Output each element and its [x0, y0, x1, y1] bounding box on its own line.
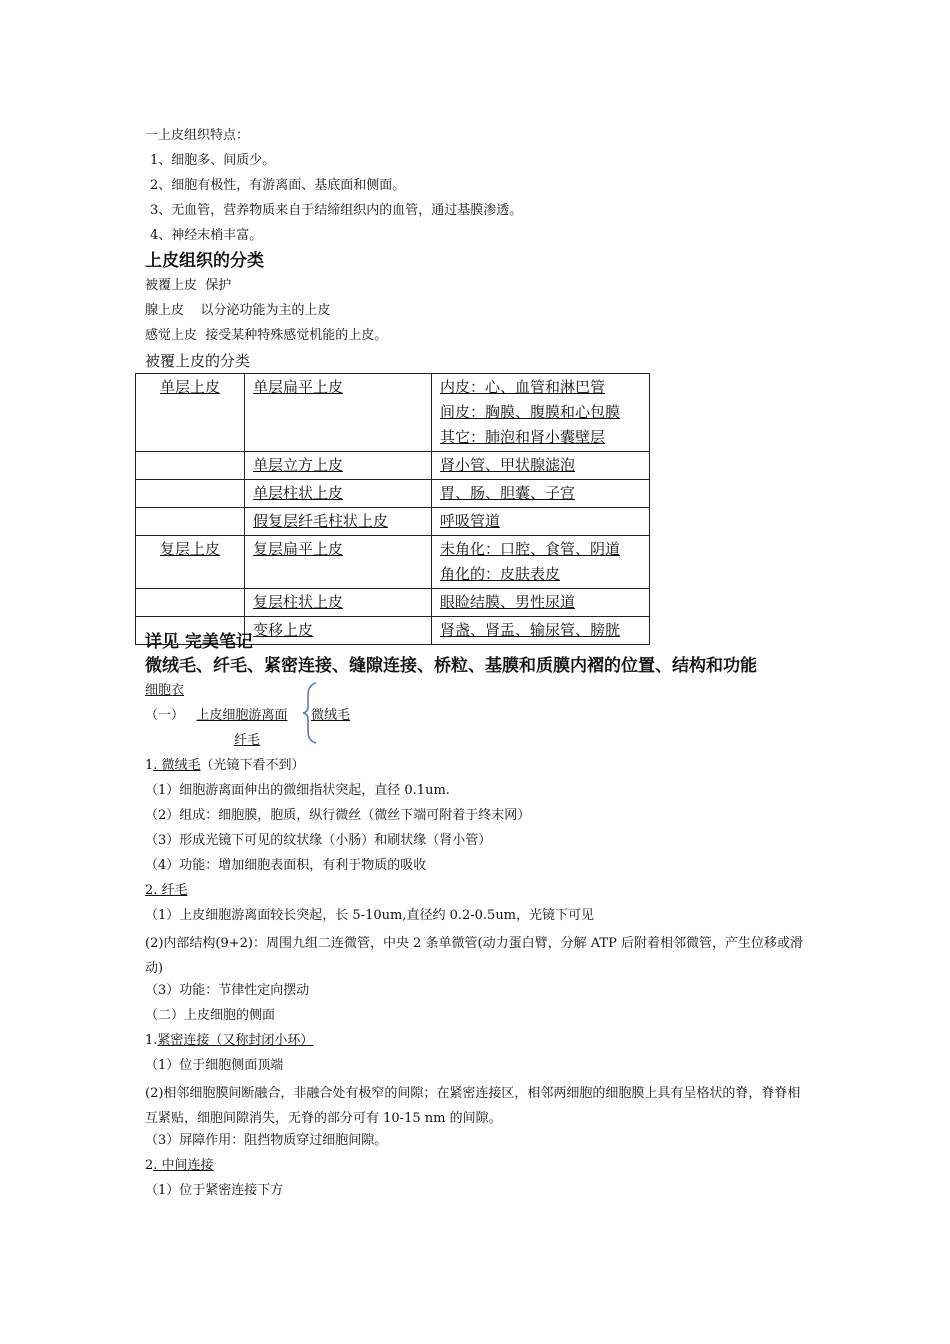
- table-title: 被覆上皮的分类: [145, 352, 251, 370]
- cilia-item-3: （3）功能：节律性定向摆动: [145, 983, 310, 998]
- table-row: [136, 536, 650, 589]
- table-row: [136, 508, 650, 536]
- intermediate-junction-title: 2. 中间连接: [145, 1158, 214, 1173]
- epithelium-type-cell: 复层柱状上皮: [245, 589, 432, 617]
- structures-heading: 微绒毛、纤毛、紧密连接、缝隙连接、桥粒、基膜和质膜内褶的位置、结构和功能: [145, 656, 757, 676]
- classification-heading: 上皮组织的分类: [145, 251, 264, 271]
- microvilli-item-3: （3）形成光镜下可见的纹状缘（小肠）和刷状缘（肾小管）: [145, 833, 492, 848]
- classification-line-3: 感觉上皮 接受某种特殊感觉机能的上皮。: [145, 328, 388, 343]
- epithelium-location-cell: 肾盏、肾盂、输尿管、膀胱: [432, 617, 650, 645]
- classification-table: [135, 373, 650, 645]
- microvilli-title: 1. 微绒毛（光镜下看不到）: [145, 758, 305, 773]
- feature-item-1: 1、细胞多、间质少。: [150, 153, 276, 168]
- features-title: 一上皮组织特点：: [145, 128, 250, 143]
- epithelium-group-cell: [136, 508, 245, 536]
- epithelium-location-cell: 内皮：心、血管和淋巴管 间皮：胸膜、腹膜和心包膜 其它：肺泡和肾小囊壁层: [432, 374, 650, 452]
- lateral-section-title: （二）上皮细胞的侧面: [145, 1008, 276, 1023]
- cilia-title: 2. 纤毛: [145, 883, 188, 898]
- brace-item-cilia: 纤毛: [234, 733, 261, 748]
- feature-item-2: 2、细胞有极性，有游离面、基底面和侧面。: [150, 178, 406, 193]
- classification-line-1: 被覆上皮 保护: [145, 278, 232, 293]
- tight-junction-title: 1.紧密连接（又称封闭小环）: [145, 1033, 314, 1048]
- epithelium-group-cell: [136, 589, 245, 617]
- epithelium-location-cell: 肾小管、甲状腺滤泡: [432, 452, 650, 480]
- cilia-item-2: (2)内部结构(9+2)：周围九组二连微管，中央 2 条单微管(动力蛋白臂，分解 ATP 后附着相邻微管，产生位移或滑动): [145, 936, 803, 976]
- see-also: 详见 完美笔记: [145, 632, 253, 652]
- section1-title: 上皮细胞游离面: [196, 708, 288, 723]
- microvilli-item-1: （1）细胞游离面伸出的微细指状突起，直径 0.1um.: [145, 783, 450, 798]
- feature-item-3: 3、无血管，营养物质来自于结缔组织内的血管，通过基膜渗透。: [150, 203, 523, 218]
- tight-item-2: (2)相邻细胞膜间断融合，非融合处有极窄的间隙；在紧密连接区，相邻两细胞的细胞膜上具有呈格状的脊，脊脊相互紧贴，细胞间隙消失，无脊的部分可有 10-15 nm 的间隙。: [145, 1086, 801, 1126]
- tight-item-1: （1）位于细胞侧面顶端: [145, 1058, 284, 1073]
- cilia-item-1: （1）上皮细胞游离面较长突起，长 5-10um,直径约 0.2-0.5um，光镜下可见: [145, 908, 595, 923]
- table-row: [136, 374, 650, 452]
- epithelium-type-cell: 单层柱状上皮: [245, 480, 432, 508]
- epithelium-location-cell: 眼睑结膜、男性尿道: [432, 589, 650, 617]
- intermediate-item-1: （1）位于紧密连接下方: [145, 1183, 284, 1198]
- epithelium-type-cell: 变移上皮: [245, 617, 432, 645]
- brace-item-microvilli: 微绒毛: [311, 708, 351, 723]
- cell-coat-label: 细胞衣: [145, 683, 185, 698]
- table-row: [136, 589, 650, 617]
- microvilli-item-2: （2）组成：细胞膜，胞质，纵行微丝（微丝下端可附着于终末网）: [145, 808, 531, 823]
- table-row: [136, 480, 650, 508]
- microvilli-item-4: （4）功能：增加细胞表面积，有利于物质的吸收: [145, 858, 427, 873]
- epithelium-location-cell: 呼吸管道: [432, 508, 650, 536]
- epithelium-group-cell: [136, 480, 245, 508]
- table-row: [136, 452, 650, 480]
- epithelium-location-cell: 胃、肠、胆囊、子宫: [432, 480, 650, 508]
- tight-item-3: （3）屏障作用：阻挡物质穿过细胞间隙。: [145, 1133, 388, 1148]
- epithelium-location-cell: 未角化：口腔、食管、阴道 角化的：皮肤表皮: [432, 536, 650, 589]
- epithelium-type-cell: 单层扁平上皮: [245, 374, 432, 452]
- epithelium-type-cell: 假复层纤毛柱状上皮: [245, 508, 432, 536]
- epithelium-group-cell: 单层上皮: [136, 374, 245, 452]
- epithelium-type-cell: 单层立方上皮: [245, 452, 432, 480]
- classification-line-2: 腺上皮 以分泌功能为主的上皮: [145, 303, 331, 318]
- section1-line: （一） 上皮细胞游离面: [145, 708, 288, 723]
- epithelium-type-cell: 复层扁平上皮: [245, 536, 432, 589]
- feature-item-4: 4、神经末梢丰富。: [150, 228, 263, 243]
- epithelium-group-cell: [136, 452, 245, 480]
- epithelium-group-cell: 复层上皮: [136, 536, 245, 589]
